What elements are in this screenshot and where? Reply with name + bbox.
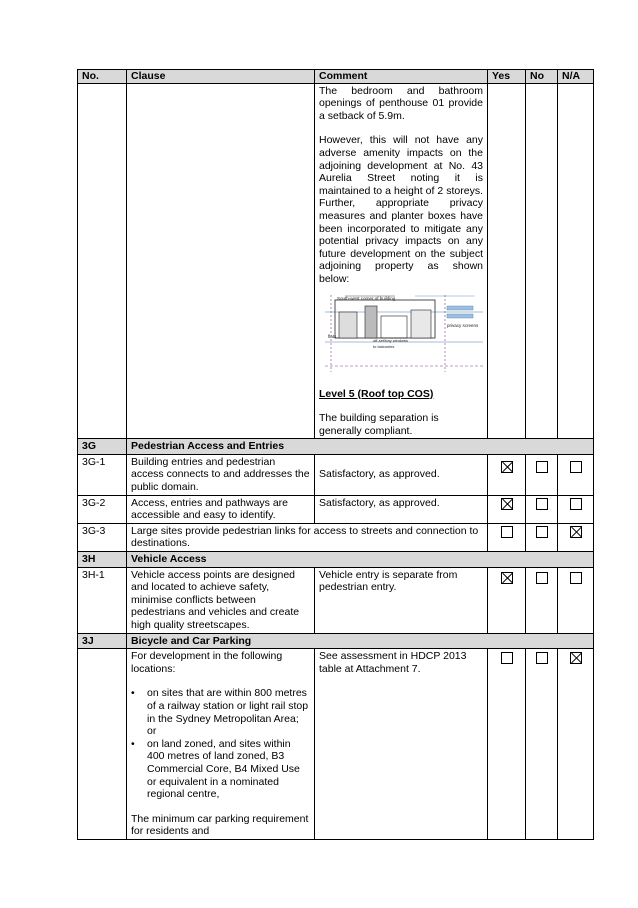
row-clause: Vehicle access points are designed and located to achieve safety, minimise conflicts between pedestrians and vehicles and create high quality streetscapes. (127, 567, 315, 633)
no-checkbox[interactable] (536, 461, 548, 473)
row-comment: See assessment in HDCP 2013 table at Attachment 7. (315, 649, 488, 840)
header-na: N/A (558, 70, 594, 84)
privacy-section-drawing (325, 292, 483, 374)
section-title: Bicycle and Car Parking (127, 633, 594, 649)
comment-cell (315, 83, 488, 439)
no-checkbox[interactable] (536, 652, 548, 664)
table-row-3j (78, 649, 594, 840)
row-no: 3H-1 (78, 567, 127, 633)
na-checkbox[interactable] (570, 498, 582, 510)
section-row-3h (78, 552, 594, 568)
header-clause: Clause (127, 70, 315, 84)
row-clause (127, 649, 315, 840)
drawing-label: off-set/bay windows (373, 337, 409, 343)
no-checkbox[interactable] (536, 526, 548, 538)
row-comment: Satisfactory, as approved. (315, 454, 488, 495)
assessment-table (77, 69, 594, 840)
section-row-3j (78, 633, 594, 649)
no-checkbox[interactable] (536, 572, 548, 584)
section-no: 3J (78, 633, 127, 649)
section-row-3g (78, 439, 594, 455)
comment-paragraph: The building separation is generally compliant. (319, 412, 439, 437)
clause-outro: The minimum car parking requirement for residents and (131, 812, 309, 838)
no-checkbox[interactable] (536, 498, 548, 510)
row-no: 3G-3 (78, 523, 127, 551)
table-row-3g-1 (78, 454, 594, 495)
row-clause: Building entries and pedestrian access connects to and addresses the public domain. (127, 454, 315, 495)
row-no: 3G-1 (78, 454, 127, 495)
header-no-col: No (526, 70, 558, 84)
table-row-continued (78, 83, 594, 439)
header-comment: Comment (315, 70, 488, 84)
table-header-row (78, 70, 594, 84)
na-checkbox[interactable] (570, 572, 582, 584)
section-no: 3G (78, 439, 127, 455)
na-checkbox[interactable] (570, 526, 582, 538)
yes-checkbox[interactable] (501, 526, 513, 538)
header-no: No. (78, 70, 127, 84)
yes-checkbox[interactable] (501, 572, 513, 584)
yes-checkbox[interactable] (501, 461, 513, 473)
drawing-label: to balconies (373, 343, 395, 349)
clause-bullets (131, 687, 310, 800)
table-row-3h-1 (78, 567, 594, 633)
header-yes: Yes (488, 70, 526, 84)
list-item: • on land zoned, and sites within 400 metres of land zoned, B3 Commercial Core, B4 Mixed Use or equivalent in a nominated regional centre, (131, 738, 310, 801)
row-comment: Satisfactory, as approved. (315, 495, 488, 523)
yes-checkbox[interactable] (501, 498, 513, 510)
table-row-3g-2 (78, 495, 594, 523)
section-title: Vehicle Access (127, 552, 594, 568)
list-item: • on sites that are within 800 metres of a railway station or light rail stop in the Sydney Metropolitan Area; or (131, 687, 310, 737)
yes-checkbox[interactable] (501, 652, 513, 664)
drawing-label: flats (328, 333, 337, 339)
row-comment: Vehicle entry is separate from pedestrian entry. (315, 567, 488, 633)
drawing-label: privacy screens (447, 322, 479, 328)
row-clause: Access, entries and pathways are accessible and easy to identify. (127, 495, 315, 523)
comment-paragraph: However, this will not have any adverse amenity impacts on the adjoining development at No. 43 Aurelia Street noting it is maintained to a height of 2 storeys. Further, appropriate privacy measures and planter boxes have been incorporated to mitigate any potential privacy impacts on any future development on the subject adjoining property as shown below: (319, 134, 483, 285)
drawing-label: South-west corner of building (337, 295, 396, 301)
row-clause: Large sites provide pedestrian links for access to streets and connection to destinations. (127, 523, 488, 551)
row-no: 3G-2 (78, 495, 127, 523)
level-heading: Level 5 (Roof top COS) (319, 387, 434, 400)
section-no: 3H (78, 552, 127, 568)
clause-intro: For development in the following locations: (131, 650, 283, 675)
section-title: Pedestrian Access and Entries (127, 439, 594, 455)
na-checkbox[interactable] (570, 461, 582, 473)
na-checkbox[interactable] (570, 652, 582, 664)
table-row-3g-3 (78, 523, 594, 551)
comment-paragraph: The bedroom and bathroom openings of penthouse 01 provide a setback of 5.9m. (319, 84, 483, 122)
